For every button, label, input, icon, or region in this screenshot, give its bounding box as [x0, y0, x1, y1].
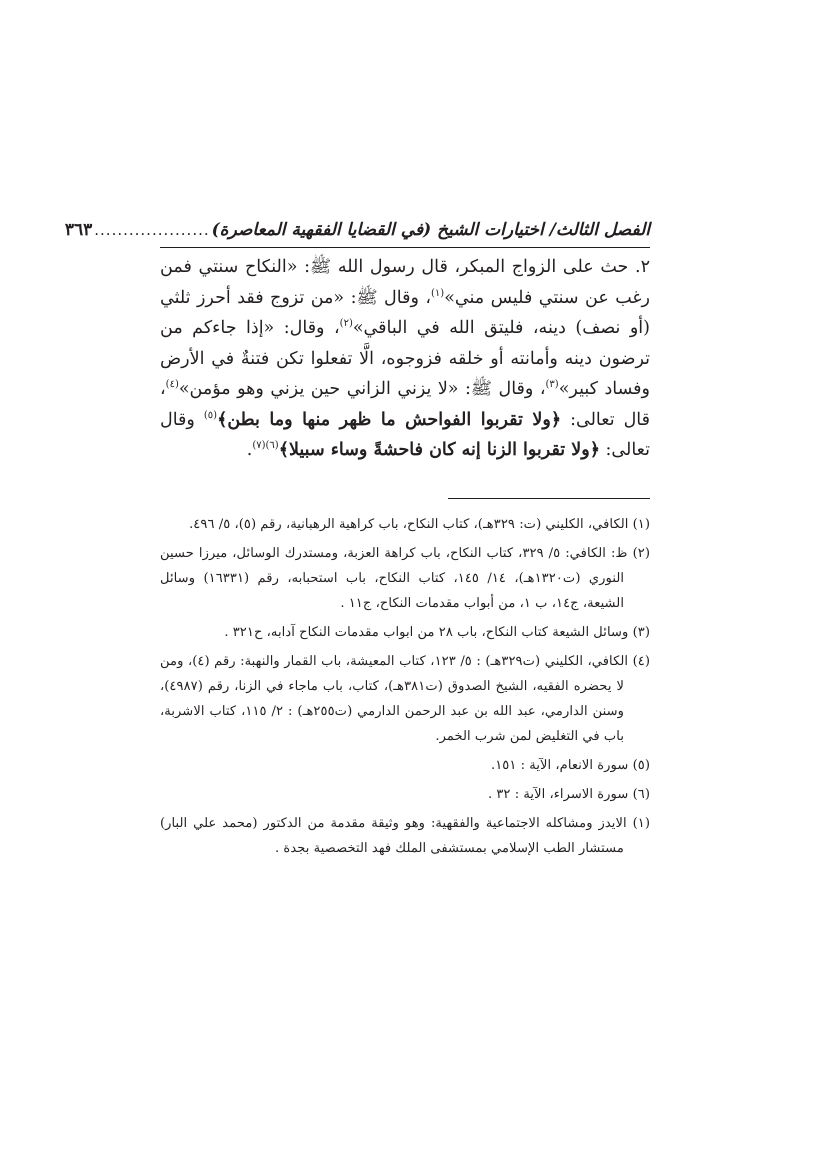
footnote-ref-5: (٥) [203, 409, 218, 421]
leader-dots: .................... [94, 221, 210, 239]
text-segment: ٢. حث على الزواج المبكر، قال رسول الله ﷺ: «النكاح سنتي فمن رغب عن سنتي فليس مني» [160, 257, 650, 308]
page-number: ٣٦٣ [64, 220, 93, 240]
text-segment: ، قال تعالى: [160, 379, 650, 430]
text-segment: ، وقال: «إذا جاءكم من ترضون دينه وأمانته أو خلقه فزوجوه، الَّا تفعلوا تكن فتنةٌ في الأرض وفساد كبير» [160, 318, 650, 399]
text-segment: . [246, 440, 253, 460]
footnotes [160, 512, 650, 865]
footnote: (٢) ظ: الكافي: ٥/ ٣٢٩، كتاب النكاح، باب كراهة العزبة، ومستدرك الوسائل، ميرزا حسين النوري (ت١٣٢٠هـ)، ١٤/ ١٤٥، كتاب النكاح، باب استحبابه، رقم (١٦٣٣١) وسائل الشيعة، ج١٤، ب ١، من أبواب مقدمات النكاح، ج١١ . [160, 546, 650, 611]
chapter-title: الفصل الثالث/ اختيارات الشيخ (في القضايا الفقهية المعاصرة) [211, 220, 650, 240]
footnote-ref-6-7: (٦)(٧) [252, 440, 279, 452]
footnote: (٦) سورة الاسراء، الآية : ٣٢ . [487, 787, 650, 802]
footnote: (١) الكافي، الكليني (ت: ٣٢٩هـ)، كتاب النكاح، باب كراهية الرهبانية، رقم (٥)، ٥/ ٤٩٦. [189, 517, 650, 532]
quran-verse-2: ﴿ولا تقربوا الزنا إنه كان فاحشةً وساء سبيلا﴾ [278, 440, 600, 460]
quran-verse-1: ﴿ولا تقربوا الفواحش ما ظهر منها وما بطن﴾ [217, 409, 562, 430]
footnote-ref-4: (٤) [165, 379, 179, 391]
main-paragraph [160, 252, 650, 466]
footnote-ref-3: (٣) [545, 379, 559, 391]
footnote: (٥) سورة الانعام، الآية : ١٥١. [491, 758, 650, 773]
footnote-ref-1: (١) [431, 287, 445, 299]
footnote-separator [448, 498, 650, 499]
text-segment: ، وقال ﷺ: «من تزوج فقد أحرز ثلثي (أو نصف) دينه، فليتق الله في الباقي» [160, 287, 650, 338]
text-segment: ، وقال ﷺ: «لا يزني الزاني حين يزني وهو مؤمن» [178, 379, 546, 399]
footnote: (٤) الكافي، الكليني (ت٣٢٩هـ) : ٥/ ١٢٣، كتاب المعيشة، باب القمار والنهبة: رقم (٤)، ومن لا يحضره الفقيه، الشيخ الصدوق (ت٣٨١هـ)، كتاب، باب ماجاء في الزنا، رقم (٤٩٨٧)، وسنن الدارمي، عبد الله بن عبد الرحمن الدارمي (ت٢٥٥هـ) : ٢/ ١١٥، كتاب الاشربة، باب في التغليض لمن شرب الخمر. [160, 654, 650, 744]
text-segment: وقال تعالى: [160, 409, 650, 460]
footnote: (٣) وسائل الشيعة كتاب النكاح، باب ٢٨ من ابواب مقدمات النكاح آدابه، ح٣٢١ . [224, 625, 650, 640]
footnote: (١) الايدز ومشاكله الاجتماعية والفقهية: وهو وثيقة مقدمة من الدكتور (محمد علي البار) مستشار الطب الإسلامي بمستشفى الملك فهد التخصصية بجدة . [160, 816, 650, 856]
footnote-ref-2: (٢) [339, 318, 353, 330]
paragraph-point-2 [160, 252, 650, 466]
running-header [64, 213, 650, 248]
